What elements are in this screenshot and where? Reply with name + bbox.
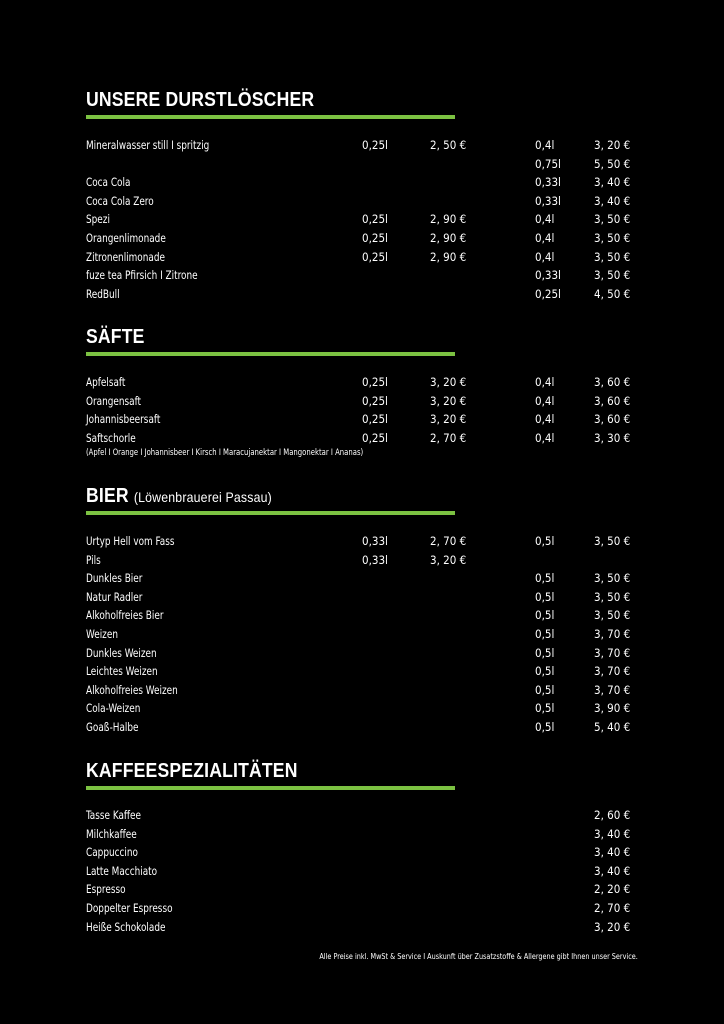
- item-name: Coca Cola Zero: [86, 193, 154, 208]
- menu-item: [86, 644, 646, 663]
- item-volume-large: 0,5l: [535, 701, 555, 716]
- item-name: Mineralwasser still I spritzig: [86, 138, 210, 152]
- item-name: RedBull: [86, 286, 120, 301]
- item-volume-large: 0,5l: [535, 608, 555, 623]
- menu-item: [86, 285, 646, 304]
- item-name: Coca Cola: [86, 175, 131, 190]
- item-price-small: 3, 20 €: [430, 412, 467, 427]
- item-name: Pils: [86, 552, 101, 567]
- item-name: Zitronenlimonade: [86, 249, 165, 264]
- item-price-large: 3, 50 €: [594, 249, 631, 264]
- item-volume-large: 0,4l: [535, 375, 555, 389]
- menu-item: [86, 625, 646, 644]
- item-volume-large: 0,5l: [535, 534, 555, 548]
- item-volume-small: 0,25l: [362, 230, 388, 245]
- item-volume-small: 0,25l: [362, 393, 388, 408]
- menu-item: [86, 843, 646, 862]
- item-price-large: 3, 50 €: [594, 230, 631, 245]
- item-volume-large: 0,5l: [535, 589, 555, 604]
- item-volume-small: 0,25l: [362, 212, 388, 227]
- item-name: Doppelter Espresso: [86, 900, 173, 915]
- menu-item: [86, 229, 646, 248]
- item-price-large: 3, 60 €: [594, 375, 631, 389]
- item-price-large: 3, 40 €: [594, 175, 631, 190]
- item-price-small: 3, 20 €: [430, 393, 467, 408]
- section-kaffee: [86, 759, 646, 934]
- section-divider: [86, 115, 455, 119]
- menu-item: [86, 699, 646, 718]
- item-name: Weizen: [86, 626, 118, 641]
- item-volume-large: 0,4l: [535, 212, 555, 227]
- item-price-small: 2, 70 €: [430, 534, 467, 548]
- menu-item: [86, 862, 646, 881]
- item-price-large: 5, 40 €: [594, 719, 631, 734]
- section-divider: [86, 511, 455, 515]
- item-name: Milchkaffee: [86, 826, 137, 841]
- item-name: Alkoholfreies Weizen: [86, 682, 178, 697]
- menu-item: [86, 210, 646, 229]
- menu-item: [86, 662, 646, 681]
- item-price-large: 3, 50 €: [594, 534, 631, 548]
- menu-item: [86, 373, 646, 392]
- item-volume-large: 0,5l: [535, 645, 555, 660]
- section-title-text: BIER: [86, 485, 129, 507]
- menu-list: [86, 136, 646, 303]
- item-price-small: 2, 90 €: [430, 212, 467, 227]
- item-volume-small: 0,25l: [362, 138, 388, 152]
- item-name: Espresso: [86, 882, 126, 897]
- section-bier: [86, 484, 646, 734]
- item-volume-large: 0,4l: [535, 412, 555, 427]
- item-name: Orangenlimonade: [86, 230, 166, 245]
- section-title-text: UNSERE DURSTLÖSCHER: [86, 89, 315, 111]
- menu-item: [86, 192, 646, 211]
- item-price-large: 3, 20 €: [594, 138, 631, 152]
- section-divider: [86, 786, 455, 790]
- section-subtitle: (Löwenbrauerei Passau): [133, 489, 272, 505]
- menu-list: [86, 806, 646, 936]
- item-name: Dunkles Bier: [86, 571, 143, 586]
- item-volume-large: 0,33l: [535, 175, 561, 190]
- item-volume-large: 0,4l: [535, 430, 555, 445]
- item-volume-large: 0,33l: [535, 268, 561, 283]
- item-name: Goaß-Halbe: [86, 719, 139, 734]
- item-price-large: 3, 50 €: [594, 608, 631, 623]
- menu-item: [86, 173, 646, 192]
- item-price-large: 3, 50 €: [594, 589, 631, 604]
- item-price-large: 2, 70 €: [594, 900, 631, 915]
- menu-item: [86, 825, 646, 844]
- item-volume-small: 0,33l: [362, 552, 388, 567]
- menu-item: [86, 392, 646, 411]
- section-title-text: KAFFEESPEZIALITÄTEN: [86, 760, 298, 782]
- item-price-small: 2, 50 €: [430, 138, 467, 152]
- item-name: Orangensaft: [86, 393, 142, 408]
- item-price-large: 2, 20 €: [594, 882, 631, 897]
- menu-item: [86, 136, 646, 155]
- menu-item: [86, 569, 646, 588]
- item-price-large: 3, 70 €: [594, 626, 631, 641]
- item-volume-large: 0,5l: [535, 682, 555, 697]
- item-price-large: 3, 70 €: [594, 645, 631, 660]
- item-name: Apfelsaft: [86, 375, 126, 389]
- item-volume-large: 0,4l: [535, 138, 555, 152]
- item-price-large: 3, 40 €: [594, 193, 631, 208]
- item-price-large: 3, 40 €: [594, 845, 631, 860]
- section-note: (Apfel I Orange I Johannisbeer I Kirsch I Maracujanektar I Mangonektar I Ananas): [86, 448, 364, 458]
- section-title: [86, 484, 579, 508]
- item-price-large: 5, 50 €: [594, 156, 631, 171]
- item-price-large: 3, 40 €: [594, 826, 631, 841]
- item-price-large: 3, 70 €: [594, 664, 631, 679]
- item-name: Tasse Kaffee: [86, 808, 142, 822]
- item-name: Saftschorle: [86, 430, 136, 445]
- item-volume-large: 0,25l: [535, 286, 561, 301]
- item-price-large: 4, 50 €: [594, 286, 631, 301]
- item-price-large: 3, 50 €: [594, 212, 631, 227]
- item-volume-large: 0,4l: [535, 230, 555, 245]
- item-price-small: 2, 90 €: [430, 249, 467, 264]
- item-name: Spezi: [86, 212, 110, 227]
- section-title: [86, 88, 579, 112]
- item-price-large: 3, 40 €: [594, 863, 631, 878]
- item-volume-large: 0,5l: [535, 664, 555, 679]
- item-price-large: 3, 20 €: [594, 919, 631, 934]
- section-durstloescher: [86, 88, 646, 301]
- item-volume-small: 0,25l: [362, 412, 388, 427]
- menu-item: [86, 606, 646, 625]
- item-price-small: 3, 20 €: [430, 375, 467, 389]
- item-volume-small: 0,33l: [362, 534, 388, 548]
- item-name: Leichtes Weizen: [86, 664, 158, 679]
- item-name: Johannisbeersaft: [86, 412, 161, 427]
- item-price-large: 3, 90 €: [594, 701, 631, 716]
- item-price-small: 2, 90 €: [430, 230, 467, 245]
- item-volume-small: 0,25l: [362, 375, 388, 389]
- item-price-large: 3, 50 €: [594, 268, 631, 283]
- item-volume-large: 0,4l: [535, 249, 555, 264]
- item-name: Heiße Schokolade: [86, 919, 166, 934]
- menu-item: [86, 551, 646, 570]
- menu-item: [86, 155, 646, 174]
- item-name: fuze tea Pfirsich I Zitrone: [86, 268, 198, 283]
- item-volume-small: 0,25l: [362, 249, 388, 264]
- item-volume-large: 0,5l: [535, 626, 555, 641]
- item-price-large: 3, 70 €: [594, 682, 631, 697]
- item-volume-large: 0,33l: [535, 193, 561, 208]
- menu-item: [86, 880, 646, 899]
- section-divider: [86, 352, 455, 356]
- menu-item: [86, 918, 646, 937]
- menu-item: [86, 429, 646, 448]
- item-price-large: 3, 60 €: [594, 412, 631, 427]
- item-volume-large: 0,5l: [535, 719, 555, 734]
- menu-item: [86, 718, 646, 737]
- menu-item: [86, 899, 646, 918]
- item-name: Natur Radler: [86, 589, 143, 604]
- item-name: Alkoholfreies Bier: [86, 608, 164, 623]
- section-title: [86, 325, 579, 349]
- menu-item: [86, 532, 646, 551]
- item-volume-large: 0,4l: [535, 393, 555, 408]
- menu-item: [86, 266, 646, 285]
- section-title-text: SÄFTE: [86, 326, 145, 348]
- item-price-large: 3, 50 €: [594, 571, 631, 586]
- menu-list: [86, 373, 646, 447]
- section-saefte: [86, 325, 646, 458]
- section-title: [86, 759, 579, 783]
- menu-list: [86, 532, 646, 737]
- item-name: Latte Macchiato: [86, 863, 158, 878]
- item-volume-large: 0,5l: [535, 571, 555, 586]
- menu-item: [86, 806, 646, 825]
- menu-item: [86, 681, 646, 700]
- menu-item: [86, 410, 646, 429]
- item-price-small: 3, 20 €: [430, 552, 467, 567]
- item-name: Urtyp Hell vom Fass: [86, 534, 175, 548]
- item-name: Dunkles Weizen: [86, 645, 157, 660]
- item-volume-large: 0,75l: [535, 156, 561, 171]
- menu-item: [86, 248, 646, 267]
- item-price-large: 3, 60 €: [594, 393, 631, 408]
- footer-note: Alle Preise inkl. MwSt & Service I Auskunft über Zusatzstoffe & Allergene gibt Ihnen unser Service.: [319, 952, 638, 961]
- item-price-large: 3, 30 €: [594, 430, 631, 445]
- item-price-small: 2, 70 €: [430, 430, 467, 445]
- item-name: Cappuccino: [86, 845, 138, 860]
- menu-item: [86, 588, 646, 607]
- item-price-large: 2, 60 €: [594, 808, 631, 822]
- item-volume-small: 0,25l: [362, 430, 388, 445]
- item-name: Cola-Weizen: [86, 701, 141, 716]
